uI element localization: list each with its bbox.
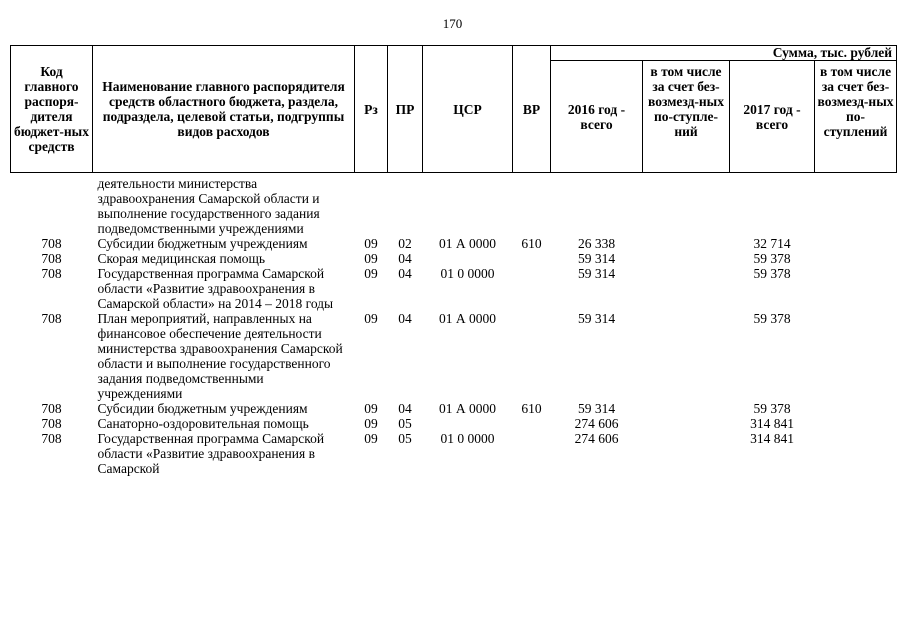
cell-pr: 04	[398, 311, 412, 326]
cell-2016-total: 59 314	[577, 311, 616, 326]
cell-2017-total	[730, 173, 815, 237]
cell-2017-total: 59 378	[753, 311, 791, 326]
cell-2017-gratuitous	[815, 416, 897, 431]
cell-csr: 01 А 0000	[439, 236, 496, 251]
table-row	[11, 311, 897, 401]
cell-name: Государственная программа Самарской области «Развитие здравоохранения в Самарской	[97, 431, 325, 476]
budget-table	[10, 45, 897, 476]
cell-code: 708	[41, 431, 62, 446]
table-body	[11, 173, 897, 477]
cell-csr	[423, 173, 513, 237]
cell-vr: 610	[521, 401, 542, 416]
cell-2017-gratuitous	[815, 311, 897, 401]
cell-2016-gratuitous	[643, 236, 730, 251]
cell-2017-gratuitous	[815, 251, 897, 266]
cell-name: Субсидии бюджетным учреждениям	[97, 401, 308, 416]
cell-rz: 09	[364, 401, 378, 416]
cell-rz	[355, 173, 388, 237]
cell-pr: 04	[398, 251, 412, 266]
cell-code: 708	[41, 401, 62, 416]
cell-2016-gratuitous	[643, 431, 730, 476]
cell-vr: 610	[521, 236, 542, 251]
table-row	[11, 251, 897, 266]
cell-csr: 01 0 0000	[440, 431, 495, 446]
header-2016-total: 2016 год - всего	[551, 61, 643, 173]
header-2017-gratuitous: в том числе за счет без-возмезд-ных по-ступлений	[815, 61, 897, 173]
cell-pr: 02	[398, 236, 412, 251]
cell-2016-gratuitous	[643, 173, 730, 237]
cell-code: 708	[41, 236, 62, 251]
header-name: Наименование главного распорядителя средств областного бюджета, раздела, подраздела, целевой статьи, подгруппы видов расходов	[93, 46, 355, 173]
cell-2016-gratuitous	[643, 416, 730, 431]
cell-rz: 09	[364, 251, 378, 266]
cell-2017-gratuitous	[815, 401, 897, 416]
cell-code: 708	[41, 266, 62, 281]
cell-vr	[513, 173, 551, 237]
cell-name: деятельности министерства здравоохранения Самарской области и выполнение государственного задания подведомственными учреждениями	[97, 176, 320, 236]
cell-vr	[513, 431, 551, 476]
cell-rz: 09	[364, 416, 378, 431]
cell-code: 708	[41, 311, 62, 326]
header-sum-group: Сумма, тыс. рублей	[551, 46, 897, 61]
header-csr: ЦСР	[423, 46, 513, 173]
cell-2017-total: 59 378	[753, 401, 791, 416]
cell-rz: 09	[364, 236, 378, 251]
cell-rz: 09	[364, 311, 378, 326]
cell-2016-total: 59 314	[577, 251, 616, 266]
table-row	[11, 266, 897, 311]
header-vr: ВР	[513, 46, 551, 173]
cell-pr	[388, 173, 423, 237]
cell-2017-total: 314 841	[750, 416, 794, 431]
cell-2017-total: 59 378	[753, 266, 791, 281]
cell-pr: 05	[398, 431, 412, 446]
cell-vr	[513, 311, 551, 401]
cell-code: 708	[41, 251, 62, 266]
cell-name: Субсидии бюджетным учреждениям	[97, 236, 308, 251]
cell-2016-total: 274 606	[574, 431, 619, 446]
cell-2017-total: 314 841	[750, 431, 794, 446]
cell-pr: 05	[398, 416, 412, 431]
cell-csr	[423, 416, 513, 431]
cell-2016-gratuitous	[643, 311, 730, 401]
cell-2016-total: 59 314	[577, 401, 616, 416]
cell-2017-total: 32 714	[753, 236, 791, 251]
cell-name: Скорая медицинская помощь	[97, 251, 266, 266]
cell-vr	[513, 416, 551, 431]
cell-2017-gratuitous	[815, 173, 897, 237]
cell-2017-gratuitous	[815, 236, 897, 251]
cell-2016-gratuitous	[643, 266, 730, 311]
page-number: 170	[442, 16, 463, 31]
cell-2016-total: 26 338	[577, 236, 616, 251]
cell-rz: 09	[364, 266, 378, 281]
cell-pr: 04	[398, 401, 412, 416]
table-row	[11, 173, 897, 237]
header-2016-gratuitous: в том числе за счет без-возмезд-ных по-ступле-ний	[643, 61, 730, 173]
header-pr: ПР	[388, 46, 423, 173]
table-row	[11, 236, 897, 251]
cell-2016-total	[551, 173, 643, 237]
table-row	[11, 401, 897, 416]
cell-2016-gratuitous	[643, 401, 730, 416]
cell-name: План мероприятий, направленных на финансовое обеспечение деятельности министерства здравоохранения Самарской области и выполнение государственного задания подведомственными учреждениями	[97, 311, 343, 401]
cell-name: Государственная программа Самарской области «Развитие здравоохранения в Самарской области» на 2014 – 2018 годы	[97, 266, 334, 311]
header-rz: Рз	[355, 46, 388, 173]
table-row	[11, 431, 897, 476]
table-row	[11, 416, 897, 431]
cell-csr: 01 А 0000	[439, 311, 496, 326]
cell-rz: 09	[364, 431, 378, 446]
header-code: Код главного распоря-дителя бюджет-ных средств	[11, 46, 93, 173]
cell-csr: 01 0 0000	[440, 266, 495, 281]
cell-pr: 04	[398, 266, 412, 281]
cell-csr	[423, 251, 513, 266]
cell-csr: 01 А 0000	[439, 401, 496, 416]
cell-code: 708	[41, 416, 62, 431]
cell-2017-gratuitous	[815, 431, 897, 476]
cell-2017-total: 59 378	[753, 251, 791, 266]
cell-2016-total: 59 314	[577, 266, 616, 281]
cell-2016-total: 274 606	[574, 416, 619, 431]
table-header	[11, 46, 897, 173]
cell-vr	[513, 266, 551, 311]
cell-vr	[513, 251, 551, 266]
header-2017-total: 2017 год - всего	[730, 61, 815, 173]
cell-name: Санаторно-оздоровительная помощь	[97, 416, 309, 431]
cell-code	[11, 173, 93, 237]
cell-2017-gratuitous	[815, 266, 897, 311]
cell-2016-gratuitous	[643, 251, 730, 266]
